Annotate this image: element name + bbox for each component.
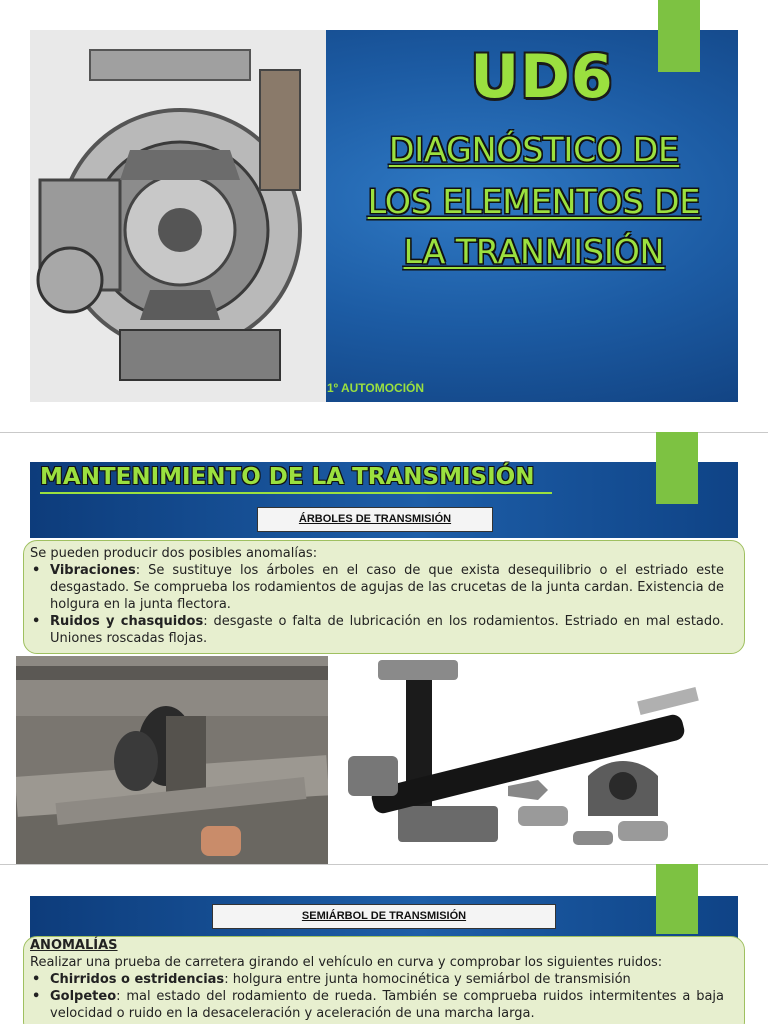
slide-2-title: MANTENIMIENTO DE LA TRANSMISIÓN — [40, 464, 535, 490]
subtitle-box: SEMIÁRBOL DE TRANSMISIÓN — [212, 904, 556, 929]
list-item: • Chirridos o estridencias: holgura entre junta homocinética y semiárbol de transmisión — [30, 971, 724, 988]
driveshaft-under-vehicle-image — [16, 656, 328, 864]
title-underline — [40, 492, 552, 494]
slide-divider — [0, 432, 768, 433]
list-item: • Vibraciones: Se sustituye los árboles en el caso de que exista desequilibrio o el estriado este desgastado. Se comprueba los rodamientos de agujas de las crucetas de la junta cardan. Existencia de holgura en la junta flectora. — [30, 562, 724, 613]
subtitle-box: ÁRBOLES DE TRANSMISIÓN — [257, 507, 493, 532]
list-item: • Golpeteo: mal estado del rodamiento de rueda. También se comprueba ruidos intermitentes a baja velocidad o ruido en la desaceleración y aceleración de una marcha larga. — [30, 988, 724, 1022]
driveshaft-parts-image — [338, 656, 750, 864]
anomalies-box — [23, 936, 745, 1024]
title-line-1: DIAGNÓSTICO DE — [389, 130, 679, 169]
unit-title: UD6 — [470, 42, 614, 112]
course-label: 1º AUTOMOCIÓN — [327, 381, 425, 395]
green-tab — [656, 864, 698, 934]
title-line-2: LOS ELEMENTOS DE — [367, 182, 701, 221]
anomalies-list — [30, 562, 724, 647]
anomalies-box — [23, 540, 745, 654]
anomalies-list — [30, 971, 724, 1022]
list-item: • Ruidos y chasquidos: desgaste o falta de lubricación en los rodamientos. Estriado en mal estado. Uniones roscadas flojas. — [30, 613, 724, 647]
intro-text: Se pueden producir dos posibles anomalías: — [30, 546, 318, 561]
slide-divider — [0, 864, 768, 865]
intro-text: Realizar una prueba de carretera girando el vehículo en curva y comprobar los siguientes ruidos: — [30, 955, 663, 970]
title-line-3: LA TRANMISIÓN — [403, 232, 665, 271]
gearbox-cutaway-image — [30, 30, 326, 402]
green-tab — [658, 0, 700, 72]
anomalies-heading: ANOMALÍAS — [30, 938, 118, 953]
green-tab — [656, 432, 698, 504]
